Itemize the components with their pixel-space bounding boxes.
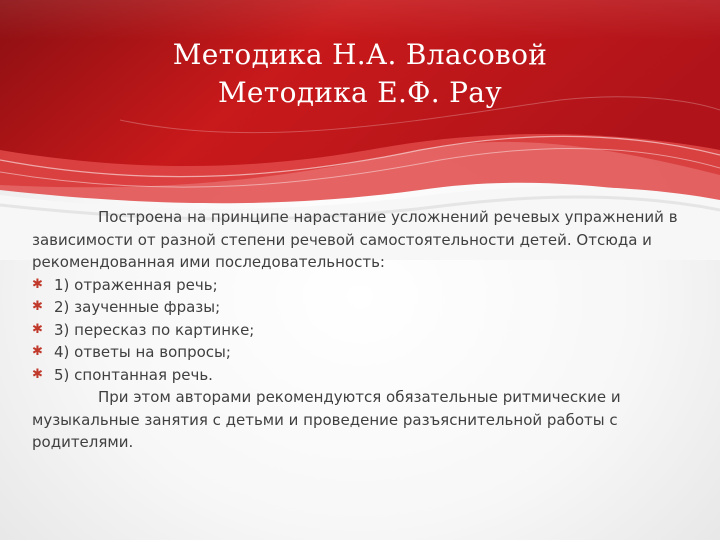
bullet-text: 1) отраженная речь; — [54, 275, 218, 294]
asterisk-bullet-icon: ✱ — [32, 344, 43, 359]
list-item — [32, 364, 696, 387]
asterisk-bullet-icon: ✱ — [32, 276, 43, 292]
bullet-list — [32, 274, 696, 387]
list-item — [32, 341, 696, 364]
bullet-text: 3) пересказ по картинке; — [54, 320, 255, 339]
outro-paragraph: При этом авторами рекомендуются обязательные ритмические и музыкальные занятия с детьми и проведение разъяснительной работы с родителями. — [32, 388, 621, 451]
intro-paragraph: Построена на принципе нарастание усложнений речевых упражнений в зависимости от разной степени речевой самостоятельности детей. Отсюда и рекомендованная ими последовательность: — [32, 208, 678, 271]
slide-title — [60, 36, 660, 112]
list-item — [32, 274, 696, 297]
bullet-text: 5) спонтанная речь. — [54, 365, 213, 384]
asterisk-bullet-icon: ✱ — [32, 299, 43, 314]
list-item — [32, 296, 696, 319]
asterisk-bullet-icon: ✱ — [32, 366, 43, 382]
list-item — [32, 319, 696, 342]
title-line-1: Методика Н.А. Власовой — [172, 38, 548, 71]
bullet-text: 2) заученные фразы; — [54, 298, 221, 316]
bullet-text: 4) ответы на вопросы; — [54, 343, 231, 361]
asterisk-bullet-icon: ✱ — [32, 321, 43, 337]
slide-body — [32, 206, 696, 454]
title-line-2: Методика Е.Ф. Рау — [217, 76, 503, 109]
